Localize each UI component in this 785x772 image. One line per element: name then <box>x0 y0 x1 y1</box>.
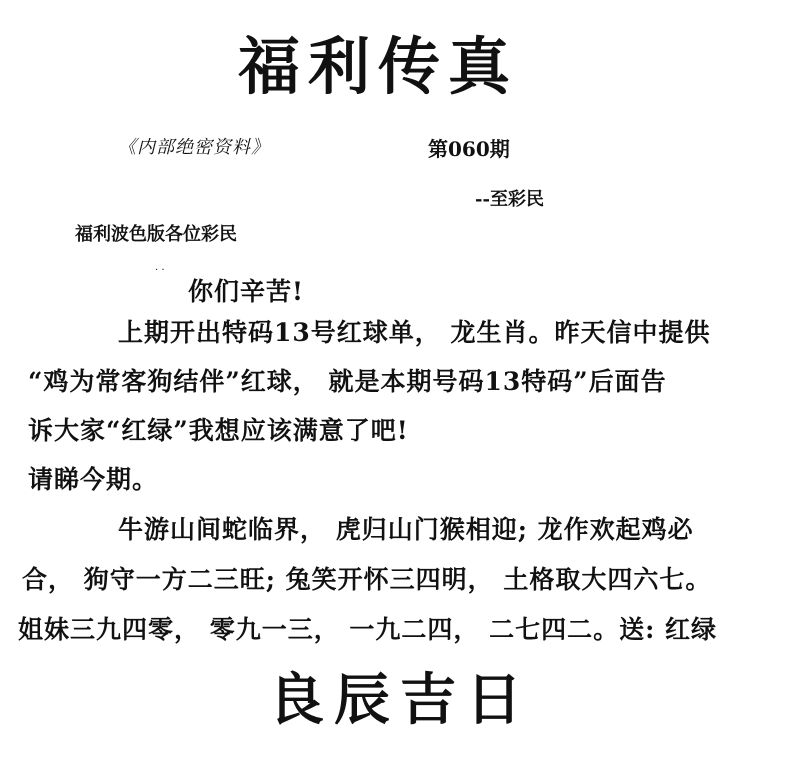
document-subtitle: 《内部绝密资料》 <box>118 137 270 158</box>
greeting-line: 福利波色版各位彩民 <box>75 224 237 245</box>
body-line: 你们辛苦! <box>188 277 304 306</box>
footer-title: 良辰吉日 <box>268 667 532 733</box>
page-title: 福利传真 <box>238 30 519 103</box>
body-line: 请睇今期。 <box>28 465 159 494</box>
decorative-dots: . . <box>155 262 165 273</box>
body-line: “鸡为常客狗结伴”红球， 就是本期号码13特码”后面告 <box>28 367 667 396</box>
body-line: 合， 狗守一方二三旺; 兔笑开怀三四明， 土格取大四六七。 <box>22 565 712 594</box>
signature: --至彩民 <box>475 189 544 210</box>
issue-number: 第060期 <box>428 137 510 161</box>
body-line: 上期开出特码13号红球单， 龙生肖。昨天信中提供 <box>118 318 711 347</box>
body-line: 姐妹三九四零， 零九一三， 一九二四， 二七四二。送: 红绿 <box>18 615 718 644</box>
body-line: 诉大家“红绿”我想应该满意了吧! <box>28 416 409 445</box>
body-line: 牛游山间蛇临界， 虎归山门猴相迎; 龙作欢起鸡必 <box>118 515 694 544</box>
